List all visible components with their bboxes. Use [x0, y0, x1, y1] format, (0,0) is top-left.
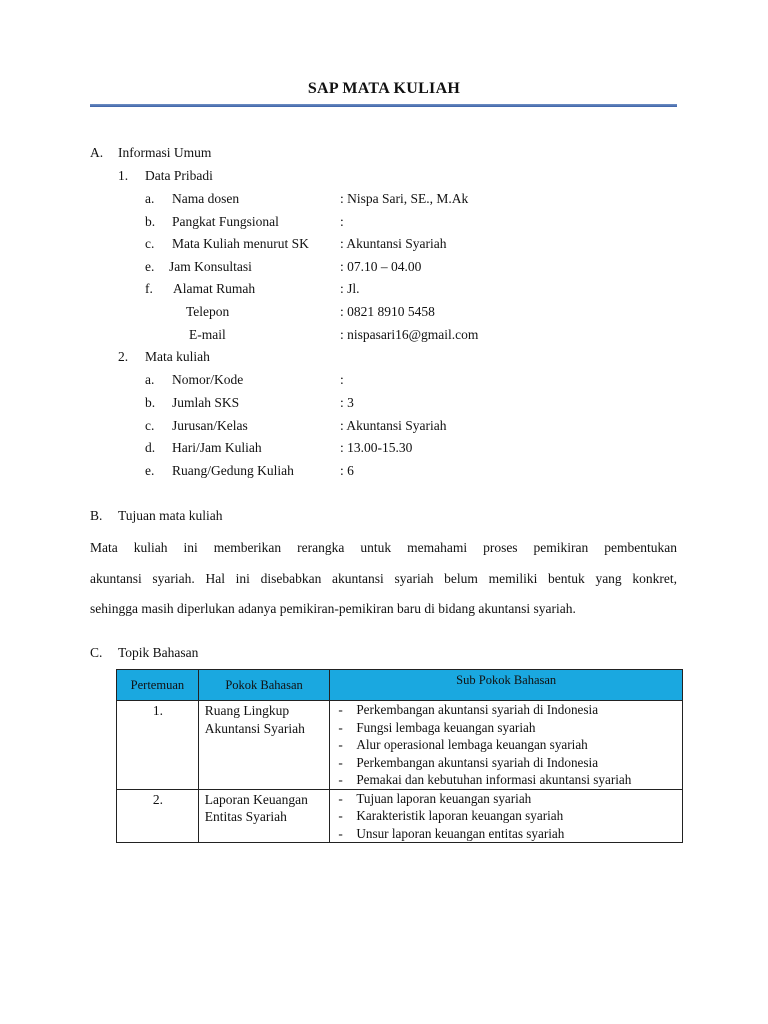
- table-row: [117, 701, 683, 790]
- data-pribadi-marker: 1.: [118, 168, 129, 183]
- list-item: - Alur operasional lembaga keuangan syariah: [338, 737, 588, 752]
- dp-label: Pangkat Fungsional: [172, 214, 279, 229]
- mk-label: Ruang/Gedung Kuliah: [172, 463, 294, 478]
- dp-marker: f.: [145, 281, 153, 296]
- pertemuan-number: 2.: [152, 791, 163, 807]
- paragraph-line: akuntansi syariah. Hal ini disebabkan akuntansi syariah belum memiliki bentuk yang konkret,: [90, 571, 677, 586]
- list-item: - Fungsi lembaga keuangan syariah: [338, 719, 536, 735]
- sub-pokok-list: [330, 701, 682, 789]
- table-row: [117, 789, 683, 843]
- paragraph-line: Mata kuliah ini memberikan rerangka untuk memahami proses pemikiran pembentukan: [90, 540, 677, 555]
- dp-label: Nama dosen: [172, 191, 240, 206]
- header-pokok-bahasan: Pokok Bahasan: [198, 670, 330, 701]
- header-sub-pokok-bahasan: Sub Pokok Bahasan: [330, 670, 683, 701]
- mk-value: : 13.00-15.30: [340, 440, 413, 455]
- pokok-line: Akuntansi Syariah: [204, 720, 305, 736]
- pertemuan-cell: [117, 789, 199, 843]
- mk-value: : Akuntansi Syariah: [340, 418, 447, 433]
- dp-value: : 0821 8910 5458: [340, 304, 435, 319]
- pokok-line: Ruang Lingkup: [204, 703, 290, 718]
- mata-kuliah-heading: Mata kuliah: [145, 349, 210, 364]
- section-c-marker: C.: [90, 645, 103, 660]
- section-a-heading: Informasi Umum: [118, 145, 212, 160]
- list-item: - Karakteristik laporan keuangan syariah: [338, 808, 564, 823]
- header-pertemuan: Pertemuan: [117, 670, 199, 701]
- dp-label: Jam Konsultasi: [169, 259, 252, 274]
- pokok-cell: [198, 701, 330, 790]
- mk-label: Jumlah SKS: [172, 395, 240, 410]
- table-header-row: [117, 670, 683, 701]
- pokok-line: Entitas Syariah: [204, 809, 287, 824]
- document-title: SAP MATA KULIAH: [307, 80, 461, 97]
- dp-label: Telepon: [186, 304, 230, 319]
- title-underline: [90, 104, 677, 107]
- mk-marker: b.: [145, 395, 156, 410]
- pokok-line: Laporan Keuangan: [204, 791, 308, 807]
- dp-value: : Nispa Sari, SE., M.Ak: [340, 191, 469, 206]
- dp-value: : nispasari16@gmail.com: [340, 327, 479, 342]
- mk-label: Nomor/Kode: [172, 372, 244, 387]
- section-b-heading: Tujuan mata kuliah: [118, 508, 223, 523]
- mk-marker: d.: [145, 440, 156, 455]
- mk-value: : 6: [340, 463, 354, 478]
- dp-marker: b.: [145, 214, 156, 229]
- data-pribadi-heading: Data Pribadi: [145, 168, 213, 183]
- dp-label: Mata Kuliah menurut SK: [172, 236, 309, 251]
- list-item: - Tujuan laporan keuangan syariah: [338, 790, 532, 806]
- dp-marker: a.: [145, 191, 155, 206]
- sub-pokok-cell: [330, 701, 683, 790]
- dp-value: : Jl.: [340, 281, 360, 296]
- mk-label: Hari/Jam Kuliah: [172, 440, 262, 455]
- dp-label: Alamat Rumah: [173, 281, 256, 296]
- section-c-heading: Topik Bahasan: [118, 645, 199, 660]
- dp-marker: e.: [145, 259, 155, 274]
- pertemuan-cell: [117, 701, 199, 790]
- list-item: - Perkembangan akuntansi syariah di Indonesia: [338, 754, 599, 770]
- dp-label: E-mail: [189, 327, 226, 342]
- mk-value: : 3: [340, 395, 354, 410]
- dp-value: : 07.10 – 04.00: [340, 259, 422, 274]
- dp-marker: c.: [145, 236, 155, 251]
- mk-marker: c.: [145, 418, 155, 433]
- mata-kuliah-marker: 2.: [118, 349, 129, 364]
- mk-marker: e.: [145, 463, 155, 478]
- sub-pokok-list: [330, 790, 682, 843]
- pokok-cell: [198, 789, 330, 843]
- section-b-marker: B.: [90, 508, 103, 523]
- topik-bahasan-table: [116, 669, 683, 843]
- list-item: - Perkembangan akuntansi syariah di Indonesia: [338, 702, 599, 717]
- sub-pokok-cell: [330, 789, 683, 843]
- list-item: - Pemakai dan kebutuhan informasi akuntansi syariah: [338, 772, 632, 787]
- dp-value: :: [340, 214, 344, 229]
- list-item: - Unsur laporan keuangan entitas syariah: [338, 825, 565, 841]
- mk-value: :: [340, 372, 344, 387]
- paragraph-line: sehingga masih diperlukan adanya pemikiran-pemikiran baru di bidang akuntansi syariah.: [90, 601, 576, 616]
- section-a-marker: A.: [90, 145, 104, 160]
- mk-marker: a.: [145, 372, 155, 387]
- dp-value: : Akuntansi Syariah: [340, 236, 447, 251]
- mk-label: Jurusan/Kelas: [172, 418, 248, 433]
- pertemuan-number: 1.: [152, 703, 163, 718]
